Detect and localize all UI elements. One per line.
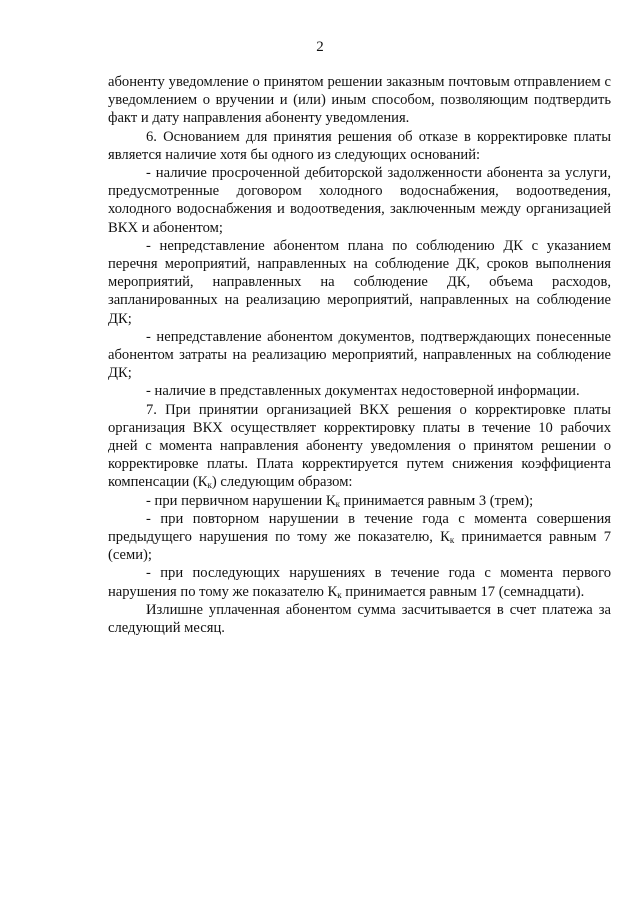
text-run: ) следующим образом: <box>211 474 353 491</box>
list-item-false-info: - наличие в представленных документах недостоверной информации. <box>146 383 580 400</box>
paragraph-item-7 <box>108 401 611 492</box>
page-number: 2 <box>316 39 324 55</box>
document-body <box>108 73 611 637</box>
paragraph-item-6: 6. Основанием для принятия решения об отказе в корректировке платы является наличие хотя бы одного из следующих оснований: <box>108 128 611 163</box>
text-run: - при первичном нарушении К <box>146 492 336 509</box>
list-item-no-plan: - непредставление абонентом плана по соблюдению ДК с указанием перечня мероприятий, направленных на соблюдение ДК, сроков выполнения мероприятий, направленных на соблюдение ДК, объема расходов, запланированных на реализацию мероприятий, направленных на соблюдение ДК; <box>108 237 611 327</box>
list-item-repeat-violation <box>108 510 611 565</box>
text-run: - при последующих нарушениях в течение года с момента первого нарушения по тому же показателю К <box>108 565 611 600</box>
text-run: - при повторном нарушении в течение года с момента совершения предыдущего нарушения по тому же показателю, К <box>108 510 611 546</box>
list-item-first-violation <box>108 492 611 510</box>
paragraph-continuation: абоненту уведомление о принятом решении заказным почтовым отправлением с уведомлением о вручении и (или) иным способом, позволяющим подтвердить факт и дату направления абоненту уведомления. <box>108 74 611 127</box>
paragraph-overpayment: Излишне уплаченная абонентом сумма засчитывается в счет платежа за следующий месяц. <box>108 601 611 637</box>
subscript: к <box>207 480 212 491</box>
text-run: принимается равным 17 (семнадцати). <box>341 583 585 600</box>
text-run: принимается равным 3 (трем); <box>340 492 534 509</box>
list-item-overdue-debt: - наличие просроченной дебиторской задолженности абонента за услуги, предусмотренные договором холодного водоснабжения, водоотведения, холодного водоснабжения и водоотведения, заключенным между организацией ВКХ и абонентом; <box>108 165 611 236</box>
text-run: 7. При принятии организацией ВКХ решения о корректировке платы организация ВКХ осуществляет корректировку платы в течение 10 рабочих дней с момента направления абоненту уведомления о принятом решении о корректировке платы. Плата корректируется путем снижения коэффициента компенсации (К <box>108 401 611 491</box>
text-run: принимается равным 7 (семи); <box>108 529 611 564</box>
list-item-subsequent-violation <box>108 564 611 600</box>
subscript: к <box>449 535 455 546</box>
subscript: к <box>337 589 342 600</box>
subscript: к <box>335 498 341 509</box>
list-item-no-documents: - непредставление абонентом документов, подтверждающих понесенные абонентом затраты на реализацию мероприятий, направленных на соблюдение ДК; <box>108 328 611 382</box>
